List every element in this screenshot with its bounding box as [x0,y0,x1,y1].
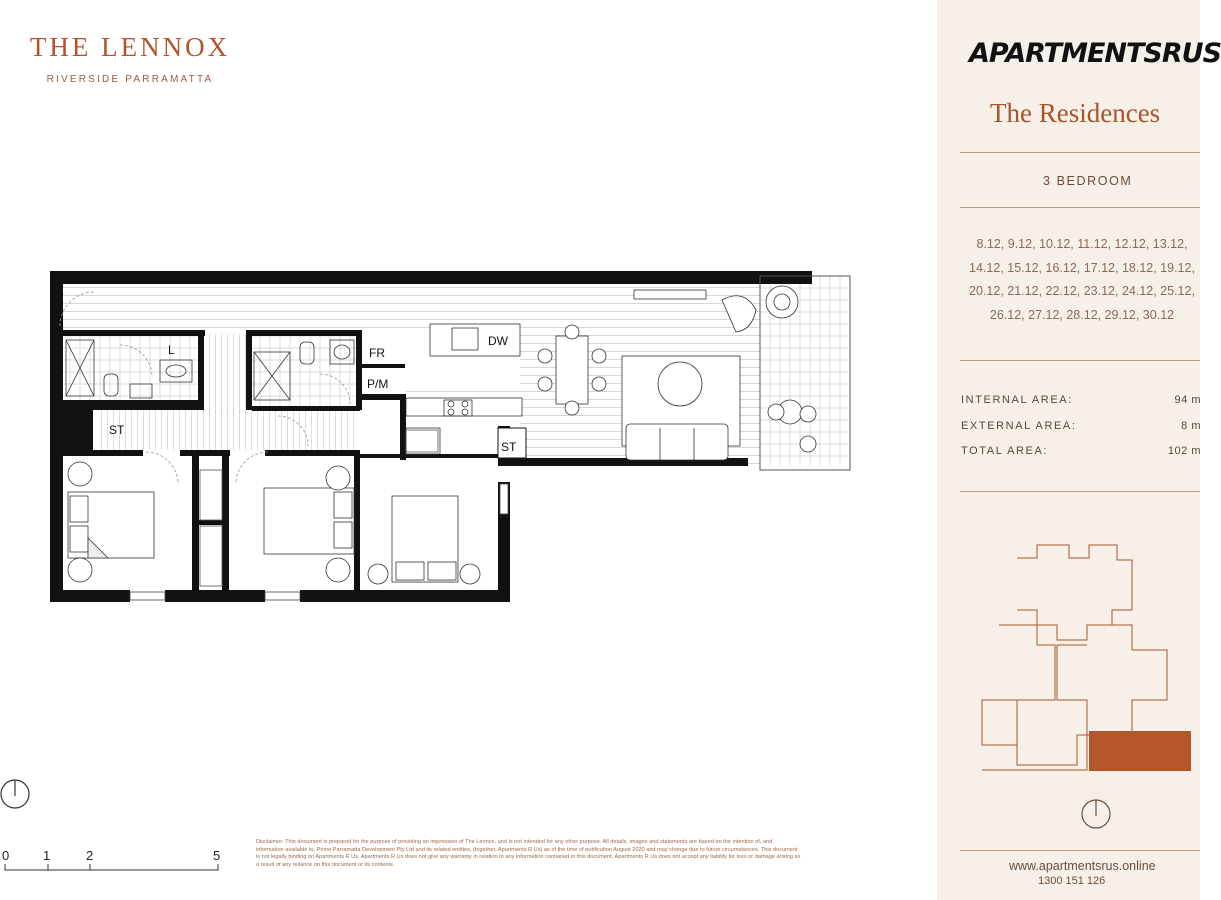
logo-part-3: US [1181,38,1221,69]
logo-part-2: R [1161,38,1182,69]
hall-floor [200,334,248,414]
disclaimer-text: Disclaimer: This document is prepared for the purpose of providing an impression of The Lennox, and is not intended for any other purpose. All details, images and statements are based on the intention of, and information available to, Prime Parramatta Development Pty Ltd and its related entities, (together, Apartments R Us) as of the time of publication August 2020 and may change due to future circumstances. This document is not legally binding on Apartments R Us. Apartments R Us does not give any warranty in relation to any information contained in this document. Apartments R Us does not accept any liability for loss or damage arising as a result of any reliance on this document or its contents. [256,839,801,869]
hall-floor-2 [98,410,358,450]
scale-bar [5,864,218,870]
brand-title: THE LENNOX [29,32,231,62]
area-value: 102 m [1167,445,1201,457]
divider [960,491,1200,492]
total-area-row [961,445,1201,457]
divider [960,360,1200,361]
storage-label-1: ST [109,423,125,437]
bath2-floor [250,336,360,406]
area-label: TOTAL AREA: [961,445,1049,457]
divider [960,152,1200,153]
area-value: 94 m [1174,394,1201,406]
collection-title: The Residences [990,98,1161,128]
fridge-label: FR [369,346,385,360]
highlighted-unit [1089,731,1191,771]
area-label: INTERNAL AREA: [961,394,1073,406]
logo-part-1: APARTMENTS [969,38,1162,69]
pantry-label: P/M [367,377,389,391]
external-area-row [961,420,1201,432]
scale-label-0: 0 [2,848,10,863]
area-value: 8 m [1181,420,1201,432]
key-plan-compass-icon [1082,800,1110,828]
scale-label-2: 2 [86,848,94,863]
phone-number[interactable]: 1300 151 126 [1038,875,1106,887]
website-link[interactable]: www.apartmentsrus.online [1009,859,1156,873]
internal-area-row [961,394,1201,406]
bedroom-type: 3 BEDROOM [1043,174,1133,188]
scale-label-5: 5 [213,848,221,863]
brand-subtitle: RIVERSIDE PARRAMATTA [46,74,214,85]
scale-label-1: 1 [43,848,51,863]
area-label: EXTERNAL AREA: [961,420,1077,432]
dishwasher-label: DW [488,334,508,348]
north-compass-icon [1,780,29,808]
laundry-label: L [168,343,175,357]
storage-label-2: ST [501,440,517,454]
divider [960,207,1200,208]
apartments-r-us-logo [969,38,1221,69]
unit-numbers: 8.12, 9.12, 10.12, 11.12, 12.12, 13.12, 14.12, 15.12, 16.12, 17.12, 18.12, 19.12, 20.12, 21.12, 22.12, 23.12, 24.12, 25.12, 26.12, 27.12, 28.12, 29.12, 30.12 [969,237,1195,322]
divider [960,850,1200,851]
